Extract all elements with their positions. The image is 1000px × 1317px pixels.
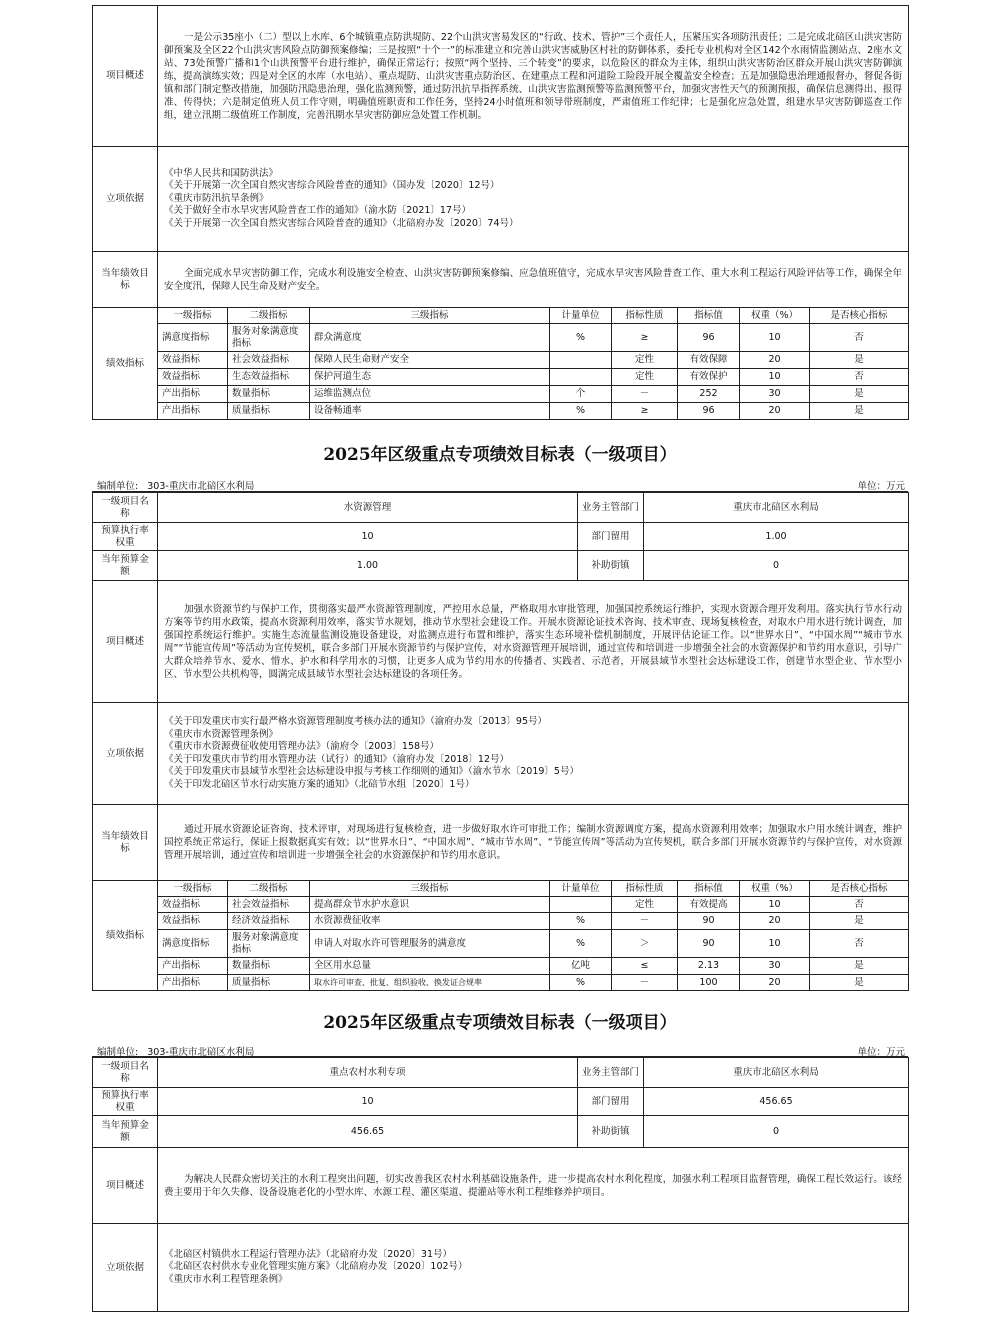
dept-fund-label: 部门留用 <box>578 1088 644 1116</box>
basis-item: 《关于开展第一次全国自然灾害综合风险普查的通知》（国办发〔2020〕12号） <box>164 180 500 192</box>
table-row <box>93 352 909 369</box>
basis-list <box>158 703 909 805</box>
section3-body-table <box>92 1147 909 1312</box>
level3-cell: 水资源费征收率 <box>310 913 550 930</box>
basis-item: 《关于做好全市水旱灾害风险普查工作的通知》（渝水防〔2021〕17号） <box>164 205 472 217</box>
level2-cell: 质量指标 <box>228 975 310 991</box>
level2-cell: 数量指标 <box>228 386 310 403</box>
col-header: 指标值 <box>678 308 740 324</box>
section3-head-table <box>92 1057 909 1148</box>
table-row <box>93 975 909 991</box>
level1-cell: 产出指标 <box>158 403 228 420</box>
subsidy-value: 0 <box>644 1116 909 1148</box>
overview-label: 项目概述 <box>93 1148 158 1224</box>
level1-cell: 效益指标 <box>158 352 228 369</box>
overview-label: 项目概述 <box>93 6 158 147</box>
basis-item: 《关于印发北碚区节水行动实施方案的通知》（北碚节水组〔2020〕1号） <box>164 778 475 790</box>
table-row <box>93 913 909 930</box>
value-cell: 有效提高 <box>678 897 740 913</box>
basis-item: 《北碚区农村供水专业化管理实施方案》（北碚府办发〔2020〕102号） <box>164 1261 468 1273</box>
nature-cell: ≤ <box>612 958 678 975</box>
level1-cell: 效益指标 <box>158 913 228 930</box>
col-header: 指标值 <box>678 881 740 897</box>
goal-label: 当年绩效目标 <box>93 252 158 308</box>
basis-item: 《关于印发重庆市县域节水型社会达标建设申报与考核工作细则的通知》（渝水节水〔2019〕5号） <box>164 766 579 777</box>
overview-label: 项目概述 <box>93 581 158 703</box>
section2-body-table <box>92 580 909 991</box>
core-cell: 是 <box>810 958 909 975</box>
weight-value: 10 <box>158 523 578 551</box>
level2-cell: 生态效益指标 <box>228 369 310 386</box>
indicators-label: 绩效指标 <box>93 881 158 991</box>
unit-cell: % <box>550 930 612 958</box>
overview-text: 加强水资源节约与保护工作，贯彻落实最严水资源管理制度，严控用水总量，严格取用水审批管理，加强国控系统运行维护，实现水资源合理开发利用。落实执行节水行动方案等节约用水政策，提高水资源利用效率，落实节水规划，推动节水型社会建设工作。开展水资源论证技术咨询、技术审查、现场复核检查，对取水户用水进行统计调查，加强国控系统运行维护。实施生态流量监测设施设备建设，对监测点进行布置和维护，落实生态环境补偿机制制度，开展评估论证工作。以“世界水日”、“中国水周”“城市节水周”“节能宣传周”等活动为宣传契机，联合多部门开展水资源节约与保护宣传，对水资源管理开展培训，通过宣传和培训进一步增强全社会的水资源保护和节约用水意识，引导广大群众培养节水、爱水、惜水、护水和科学用水的习惯，让更多人成为节约用水的传播者、实践者、示范者，开展县域节水型社会达标建设工作，创建节水型企业、节水型小区、节水型公共机构等，圆满完成县域节水型社会达标建设的各项任务。 <box>164 603 903 680</box>
core-cell: 否 <box>810 897 909 913</box>
budget-value: 456.65 <box>158 1116 578 1148</box>
subsidy-label: 补助街镇 <box>578 1116 644 1148</box>
value-cell: 100 <box>678 975 740 991</box>
value-cell: 90 <box>678 930 740 958</box>
value-cell: 252 <box>678 386 740 403</box>
col-header: 指标性质 <box>612 308 678 324</box>
core-cell: 是 <box>810 386 909 403</box>
level3-cell: 保障人民生命财产安全 <box>310 352 550 369</box>
basis-item: 《关于印发重庆市节约用水管理办法（试行）的通知》（渝府办发〔2018〕12号） <box>164 753 510 765</box>
section1-table <box>92 5 909 420</box>
table-row <box>93 386 909 403</box>
money-unit: 单位：万元 <box>857 481 905 492</box>
core-cell: 否 <box>810 930 909 958</box>
compiler-name: 303-重庆市北碚区水利局 <box>147 481 255 492</box>
level2-cell: 服务对象满意度指标 <box>228 324 310 352</box>
overview-cell <box>158 1148 909 1224</box>
compiler-label: 编制单位: <box>97 1047 139 1058</box>
core-cell: 否 <box>810 324 909 352</box>
value-cell: 有效保护 <box>678 369 740 386</box>
weight-cell: 10 <box>740 369 810 386</box>
subsidy-label: 补助街镇 <box>578 551 644 581</box>
page-title: 2025年区级重点专项绩效目标表（一级项目） <box>323 445 677 465</box>
goal-text: 通过开展水资源论证咨询、技术评审，对现场进行复核检查，进一步做好取水许可审批工作；编制水资源调度方案，提高水资源利用效率；加强取水户用水统计调查，维护国控系统正常运行，保证上报数据真实有效；以“世界水日”、“中国水周”、“城市节水周”、“节能宣传周”等活动为宣传契机，联合多部门开展水资源节约与保护宣传，对水资源管理开展培训，通过宣传和培训进一步增强全社会的水资源保护和节约用水意识。 <box>164 824 903 861</box>
level2-cell: 社会效益指标 <box>228 897 310 913</box>
project-name-label: 一级项目名称 <box>93 1058 158 1088</box>
budget-value: 1.00 <box>158 551 578 581</box>
nature-cell: － <box>612 386 678 403</box>
basis-label: 立项依据 <box>93 1224 158 1312</box>
nature-cell: 定性 <box>612 369 678 386</box>
basis-item: 《重庆市水资源费征收使用管理办法》（渝府令〔2003〕158号） <box>164 741 440 752</box>
level3-cell: 群众满意度 <box>310 324 550 352</box>
weight-value: 10 <box>158 1088 578 1116</box>
core-cell: 是 <box>810 913 909 930</box>
level1-cell: 产出指标 <box>158 958 228 975</box>
project-name-value: 水资源管理 <box>158 493 578 523</box>
value-cell: 90 <box>678 913 740 930</box>
project-name-value: 重点农村水利专项 <box>158 1058 578 1088</box>
level1-cell: 满意度指标 <box>158 324 228 352</box>
unit-cell <box>550 352 612 369</box>
table-row <box>93 369 909 386</box>
project-name-label: 一级项目名称 <box>93 493 158 523</box>
weight-cell: 20 <box>740 403 810 420</box>
dept-value: 重庆市北碚区水利局 <box>644 493 909 523</box>
subsidy-value: 0 <box>644 551 909 581</box>
col-header: 是否核心指标 <box>810 881 909 897</box>
weight-cell: 10 <box>740 930 810 958</box>
dept-value: 重庆市北碚区水利局 <box>644 1058 909 1088</box>
nature-cell: ≥ <box>612 403 678 420</box>
compiler-name: 303-重庆市北碚区水利局 <box>147 1047 255 1058</box>
compiler-unit <box>97 478 254 492</box>
core-cell: 是 <box>810 352 909 369</box>
goal-cell <box>158 252 909 308</box>
level3-cell: 保护河道生态 <box>310 369 550 386</box>
basis-list <box>158 1224 909 1312</box>
core-cell: 是 <box>810 975 909 991</box>
unit-cell: % <box>550 324 612 352</box>
level3-cell: 设备畅通率 <box>310 403 550 420</box>
level2-cell: 数量指标 <box>228 958 310 975</box>
weight-cell: 20 <box>740 913 810 930</box>
weight-cell: 10 <box>740 897 810 913</box>
value-cell: 有效保障 <box>678 352 740 369</box>
col-header: 一级指标 <box>158 308 228 324</box>
level2-cell: 经济效益指标 <box>228 913 310 930</box>
goal-label: 当年绩效目标 <box>93 805 158 881</box>
nature-cell: ≥ <box>612 324 678 352</box>
level1-cell: 效益指标 <box>158 897 228 913</box>
basis-label: 立项依据 <box>93 703 158 805</box>
level2-cell: 服务对象满意度指标 <box>228 930 310 958</box>
indicators-label: 绩效指标 <box>93 308 158 420</box>
level2-cell: 质量指标 <box>228 403 310 420</box>
basis-item: 《关于开展第一次全国自然灾害综合风险普查的通知》（北碚府办发〔2020〕74号） <box>164 217 519 229</box>
nature-cell: 定性 <box>612 897 678 913</box>
dept-label: 业务主管部门 <box>578 493 644 523</box>
weight-cell: 30 <box>740 386 810 403</box>
unit-cell: 个 <box>550 386 612 403</box>
level2-cell: 社会效益指标 <box>228 352 310 369</box>
level1-cell: 产出指标 <box>158 975 228 991</box>
level3-cell: 提高群众节水护水意识 <box>310 897 550 913</box>
basis-label: 立项依据 <box>93 147 158 252</box>
col-header: 权重（%） <box>740 881 810 897</box>
col-header: 三级指标 <box>310 308 550 324</box>
core-cell: 是 <box>810 403 909 420</box>
basis-item: 《重庆市防汛抗旱条例》 <box>164 192 269 204</box>
level3-cell: 取水许可审查、批复、组织验收、换发证合规率 <box>310 975 550 991</box>
nature-cell: － <box>612 975 678 991</box>
core-cell: 否 <box>810 369 909 386</box>
dept-fund-value: 1.00 <box>644 523 909 551</box>
basis-item: 《重庆市水利工程管理条例》 <box>164 1273 288 1285</box>
level1-cell: 效益指标 <box>158 369 228 386</box>
weight-cell: 20 <box>740 975 810 991</box>
nature-cell: － <box>612 913 678 930</box>
col-header: 权重（%） <box>740 308 810 324</box>
value-cell: 96 <box>678 403 740 420</box>
goal-cell <box>158 805 909 881</box>
col-header: 一级指标 <box>158 881 228 897</box>
dept-fund-label: 部门留用 <box>578 523 644 551</box>
nature-cell: ＞ <box>612 930 678 958</box>
col-header: 是否核心指标 <box>810 308 909 324</box>
page-title: 2025年区级重点专项绩效目标表（一级项目） <box>323 1013 677 1033</box>
overview-text: 一是公示35座小（二）型以上水库、6个城镇重点防洪堤防、22个山洪灾害易发区的“行政、技术、管护”三个责任人，压紧压实各项防汛责任；二是完成北碚区山洪灾害防御预案及全区22个山洪灾害风险点防御预案修编；三是按照“十个一”的标准建立和完善山洪灾害威胁区村社的防御体系，委托专业机构对全区142个水雨情监测站点、2座水文站、73处预警广播和1个山洪预警平台进行维护，确保正常运行；按照“两个坚持、三个转变”的要求，以危险区的群众为主体，组织山洪灾害防治区群众开展山洪灾害防御演练，提高演练实效；四是对全区的水库（水电站）、重点堤防、山洪灾害重点防治区、在建重点工程和河道险工险段开展全覆盖安全检查；五是加强隐患治理通报督办，督促各街镇和部门制定整改措施，加强防汛隐患治理，强化监测预警，通过防汛抗旱指挥系统、山洪灾害监测预警等监测预警平台，加强灾害性天气的预测预报，确保信息测得出、报得准、传得快；六是制定值班人员工作守则，明确值班职责和工作任务，坚持24小时值班和领导带班制度，严肃值班工作纪律；七是强化应急处置，组建水旱灾害防御巡查工作组，建立汛期二级值班工作制度，完善汛期水旱灾害防御应急处置工作机制。 <box>164 31 903 121</box>
basis-item: 《北碚区村镇供水工程运行管理办法》（北碚府办发〔2020〕31号） <box>164 1248 453 1260</box>
weight-label: 预算执行率权重 <box>93 523 158 551</box>
nature-cell: 定性 <box>612 352 678 369</box>
weight-cell: 10 <box>740 324 810 352</box>
dept-label: 业务主管部门 <box>578 1058 644 1088</box>
table-row <box>93 403 909 420</box>
table-row <box>93 324 909 352</box>
value-cell: 2.13 <box>678 958 740 975</box>
level3-cell: 运维监测点位 <box>310 386 550 403</box>
level1-cell: 产出指标 <box>158 386 228 403</box>
weight-cell: 20 <box>740 352 810 369</box>
overview-cell <box>158 6 909 147</box>
budget-label: 当年预算金额 <box>93 1116 158 1148</box>
basis-item: 《中华人民共和国防洪法》 <box>164 167 279 179</box>
col-header: 计量单位 <box>550 308 612 324</box>
unit-cell: % <box>550 403 612 420</box>
money-unit: 单位：万元 <box>857 1047 905 1058</box>
section2-head-table <box>92 492 909 581</box>
table-row <box>93 897 909 913</box>
basis-item: 《关于印发重庆市实行最严格水资源管理制度考核办法的通知》（渝府办发〔2013〕95号） <box>164 716 548 727</box>
table-row <box>93 958 909 975</box>
weight-cell: 30 <box>740 958 810 975</box>
overview-text: 为解决人民群众密切关注的水利工程突出问题，切实改善我区农村水利基础设施条件，进一步提高农村水利化程度，加强水利工程项目监督管理，确保工程长效运行。该经费主要用于年久失修、设备设施老化的小型水库、水源工程、灌区渠道、提灌站等水利工程维修养护项目。 <box>164 1173 902 1198</box>
unit-cell: % <box>550 913 612 930</box>
goal-text: 全面完成水旱灾害防御工作，完成水利设施安全检查、山洪灾害防御预案修编、应急值班值守，完成水旱灾害风险普查工作、重大水利工程运行风险评估等工作，确保全年安全度汛，保障人民生命及财产安全。 <box>164 267 903 292</box>
unit-cell: 亿吨 <box>550 958 612 975</box>
compiler-label: 编制单位: <box>97 481 139 492</box>
unit-cell <box>550 897 612 913</box>
overview-cell <box>158 581 909 703</box>
budget-label: 当年预算金额 <box>93 551 158 581</box>
unit-cell: % <box>550 975 612 991</box>
basis-item: 《重庆市水资源管理条例》 <box>164 728 279 740</box>
col-header: 计量单位 <box>550 881 612 897</box>
level3-cell: 全区用水总量 <box>310 958 550 975</box>
basis-list <box>158 147 909 252</box>
col-header: 二级指标 <box>228 308 310 324</box>
weight-label: 预算执行率权重 <box>93 1088 158 1116</box>
level3-cell: 申请人对取水许可管理服务的满意度 <box>310 930 550 958</box>
value-cell: 96 <box>678 324 740 352</box>
col-header: 三级指标 <box>310 881 550 897</box>
col-header: 二级指标 <box>228 881 310 897</box>
table-row <box>93 930 909 958</box>
unit-cell <box>550 369 612 386</box>
col-header: 指标性质 <box>612 881 678 897</box>
dept-fund-value: 456.65 <box>644 1088 909 1116</box>
level1-cell: 满意度指标 <box>158 930 228 958</box>
